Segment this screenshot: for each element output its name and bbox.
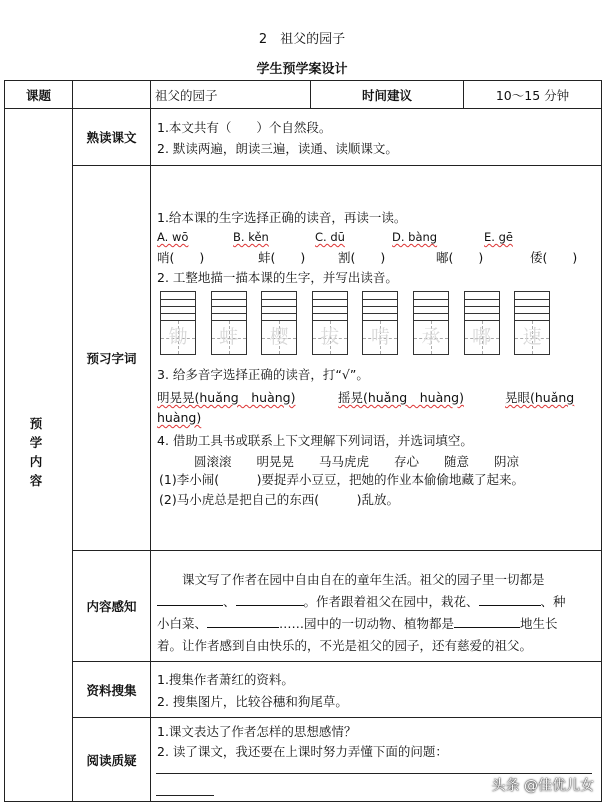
trace-char: 啃: [370, 326, 390, 348]
option-c: C. dū: [315, 230, 345, 244]
side-char: 预: [29, 416, 43, 431]
fill-sentence-1: (1)李小闹( )要捉弄小豆豆，把她的作业本偷偷地藏了起来。: [159, 472, 524, 487]
section-label-question: 阅读质疑: [86, 752, 137, 768]
option-a: A. wō: [157, 230, 189, 244]
table-divider: [72, 717, 602, 718]
tracing-box[interactable]: [312, 291, 348, 355]
table-divider: [72, 550, 602, 551]
word-bank: 圆滚滚 明晃晃 马马虎虎 存心 随意 阴凉: [194, 454, 520, 469]
tracing-box[interactable]: [362, 291, 398, 355]
tracing-box[interactable]: [211, 291, 247, 355]
side-label: [26, 414, 46, 490]
char-question-3: 3. 给多音字选择正确的读音，打“√”。: [157, 367, 369, 382]
trace-char: 承: [421, 326, 441, 348]
content-line-3: 小白菜、 ……园中的一切动物、植物都是 地生长: [157, 616, 558, 631]
char-question-4: 4. 借助工具书或联系上下文理解下列词语，并选词填空。: [157, 433, 473, 448]
lesson-title: 2 祖父的园子: [258, 32, 346, 47]
watermark: 头条 @佳优儿女: [491, 778, 594, 794]
fill-sentence-2: (2)马小虎总是把自己的东西( )乱放。: [159, 492, 399, 507]
option-word-1: 哨( ): [157, 250, 205, 265]
trace-char: 嘟: [472, 326, 492, 348]
trace-char: 蚌: [219, 326, 239, 348]
table-divider: [72, 661, 602, 662]
section-label-reading: 熟读课文: [86, 130, 137, 145]
option-word-4: 嘟( ): [436, 250, 484, 265]
table-border: [4, 80, 5, 802]
time-value: 10～15 分钟: [495, 87, 570, 103]
section-label-material: 资料搜集: [86, 682, 137, 698]
trace-char: 速: [522, 326, 542, 348]
polyphone-3-cont: huàng): [157, 410, 202, 425]
trace-char: 樱: [269, 326, 289, 348]
material-line-2: 2. 搜集图片，比较谷穗和狗尾草。: [157, 694, 348, 709]
option-word-5: 倭( ): [530, 250, 578, 265]
option-d: D. bàng: [392, 230, 438, 244]
section-label-content: 内容感知: [86, 599, 137, 614]
label-topic: 课题: [25, 87, 51, 103]
answer-blank[interactable]: [157, 593, 223, 606]
question-line-1: 1.课文表达了作者怎样的思想感情？: [157, 724, 357, 739]
content-line-2: 、 。作者跟着祖父在园中，栽花、 、种: [157, 592, 566, 610]
answer-blank[interactable]: [207, 615, 279, 628]
char-question-2: 2. 工整地描一描本课的生字，并写出读音。: [157, 270, 398, 285]
tracing-box[interactable]: [413, 291, 449, 355]
tracing-box[interactable]: [464, 291, 500, 355]
content-line-4: 着。让作者感到自由快乐的，不光是祖父的园子，还有慈爱的祖父。: [157, 638, 533, 653]
material-line-1: 1.搜集作者萧红的资料。: [157, 672, 294, 687]
side-char: 内: [29, 454, 43, 469]
reading-line-2: 2. 默读两遍，朗读三遍，读通、读顺课文。: [157, 141, 398, 156]
content-line-1: 课文写了作者在园中自由自在的童年生活。祖父的园子里一切都是: [182, 572, 545, 587]
polyphone-3: 晃眼(huǎng: [505, 390, 575, 405]
side-char: 学: [29, 435, 43, 450]
answer-blank[interactable]: [479, 593, 541, 606]
answer-line[interactable]: [156, 795, 214, 796]
table-border: [601, 80, 602, 802]
trace-char: 锄: [168, 326, 188, 348]
tracing-box[interactable]: [514, 291, 550, 355]
section-label-characters: 预习字词: [86, 351, 137, 366]
page-subtitle: 学生预学案设计: [256, 62, 348, 77]
polyphone-2: 摇晃(huǎng huàng): [338, 390, 464, 405]
polyphone-1: 明晃晃(huǎng huàng): [157, 390, 296, 405]
table-divider: [72, 165, 602, 166]
side-char: 容: [29, 473, 43, 488]
char-question-1: 1.给本课的生字选择正确的读音，再读一读。: [157, 210, 407, 225]
topic-value: 祖父的园子: [155, 88, 218, 103]
option-e: E. gē: [484, 230, 513, 244]
trace-char: 拔: [320, 326, 340, 348]
table-border: [4, 801, 602, 802]
tracing-box[interactable]: [261, 291, 297, 355]
answer-line[interactable]: [156, 773, 592, 774]
answer-blank[interactable]: [236, 593, 304, 606]
option-b: B. kěn: [233, 230, 269, 244]
answer-blank[interactable]: [454, 615, 520, 628]
table-divider: [150, 80, 151, 802]
label-time: 时间建议: [361, 87, 412, 103]
reading-line-1: 1.本文共有（ ）个自然段。: [157, 120, 332, 135]
option-word-2: 蚌( ): [258, 250, 306, 265]
tracing-box[interactable]: [160, 291, 196, 355]
question-line-2: 2. 读了课文，我还要在上课时努力弄懂下面的问题：: [157, 744, 448, 759]
option-word-3: 割( ): [338, 250, 386, 265]
